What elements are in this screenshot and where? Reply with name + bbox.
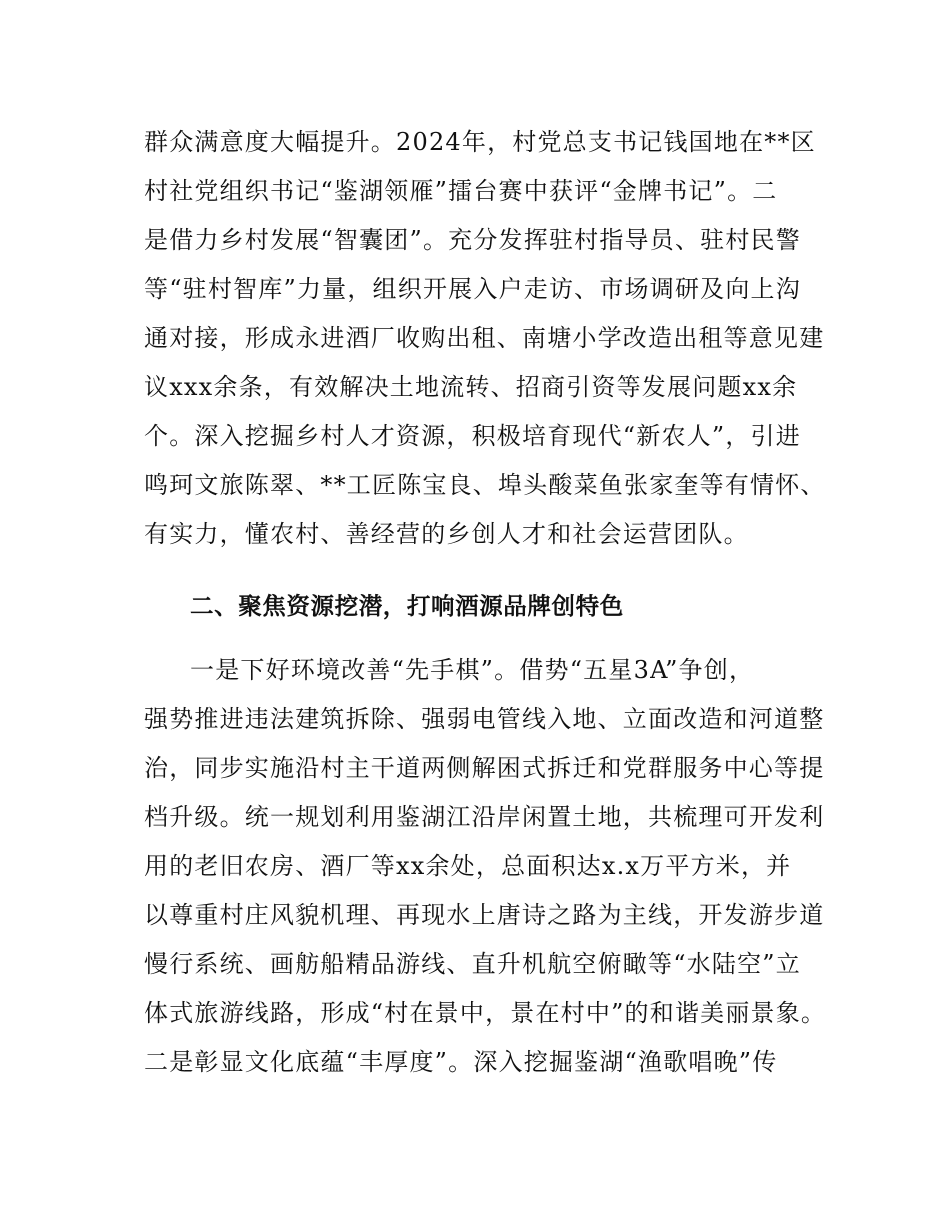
text-line: 体式旅游线路，形成“村在景中，景在村中”的和谐美丽景象。 xyxy=(144,999,827,1027)
text-line: 是借力乡村发展“智囊团”。充分发挥驻村指导员、驻村民警 xyxy=(144,226,801,254)
text-line: 强势推进违法建筑拆除、强弱电管线入地、立面改造和河道整 xyxy=(144,705,825,733)
text-line: 议xxx余条，有效解决土地流转、招商引资等发展问题xx余 xyxy=(144,373,798,401)
text-line: 用的老旧农房、酒厂等xx余处，总面积达x.x万平方米，并 xyxy=(144,852,792,880)
text-line: 鸣珂文旅陈翠、**工匠陈宝良、埠头酸菜鱼张家奎等有情怀、 xyxy=(144,471,826,499)
text-line: 群众满意度大幅提升。2024年，村党总支书记钱国地在**区 xyxy=(144,128,816,156)
text-line: 通对接，形成永进酒厂收购出租、南塘小学改造出租等意见建 xyxy=(144,324,825,352)
text-line: 一是下好环境改善“先手棋”。借势“五星3A”争创， xyxy=(190,656,755,684)
text-line: 等“驻村智库”力量，组织开展入户走访、市场调研及向上沟 xyxy=(144,275,801,303)
text-line: 档升级。统一规划利用鉴湖江沿岸闲置土地，共梳理可开发利 xyxy=(144,803,825,831)
text-line: 以尊重村庄风貌机理、再现水上唐诗之路为主线，开发游步道 xyxy=(144,901,825,929)
text-line: 个。深入挖掘乡村人才资源，积极培育现代“新农人”，引进 xyxy=(144,422,801,450)
text-line: 慢行系统、画舫船精品游线、直升机航空俯瞰等“水陆空”立 xyxy=(144,950,801,978)
section-heading: 二、聚焦资源挖潜，打响酒源品牌创特色 xyxy=(190,592,624,620)
text-line: 治，同步实施沿村主干道两侧解困式拆迁和党群服务中心等提 xyxy=(144,754,825,782)
text-line: 二是彰显文化底蕴“丰厚度”。深入挖掘鉴湖“渔歌唱晚”传 xyxy=(144,1048,778,1076)
text-line: 村社党组织书记“鉴湖领雁”擂台赛中获评“金牌书记”。二 xyxy=(144,177,778,205)
text-line: 有实力，懂农村、善经营的乡创人才和社会运营团队。 xyxy=(144,520,749,548)
